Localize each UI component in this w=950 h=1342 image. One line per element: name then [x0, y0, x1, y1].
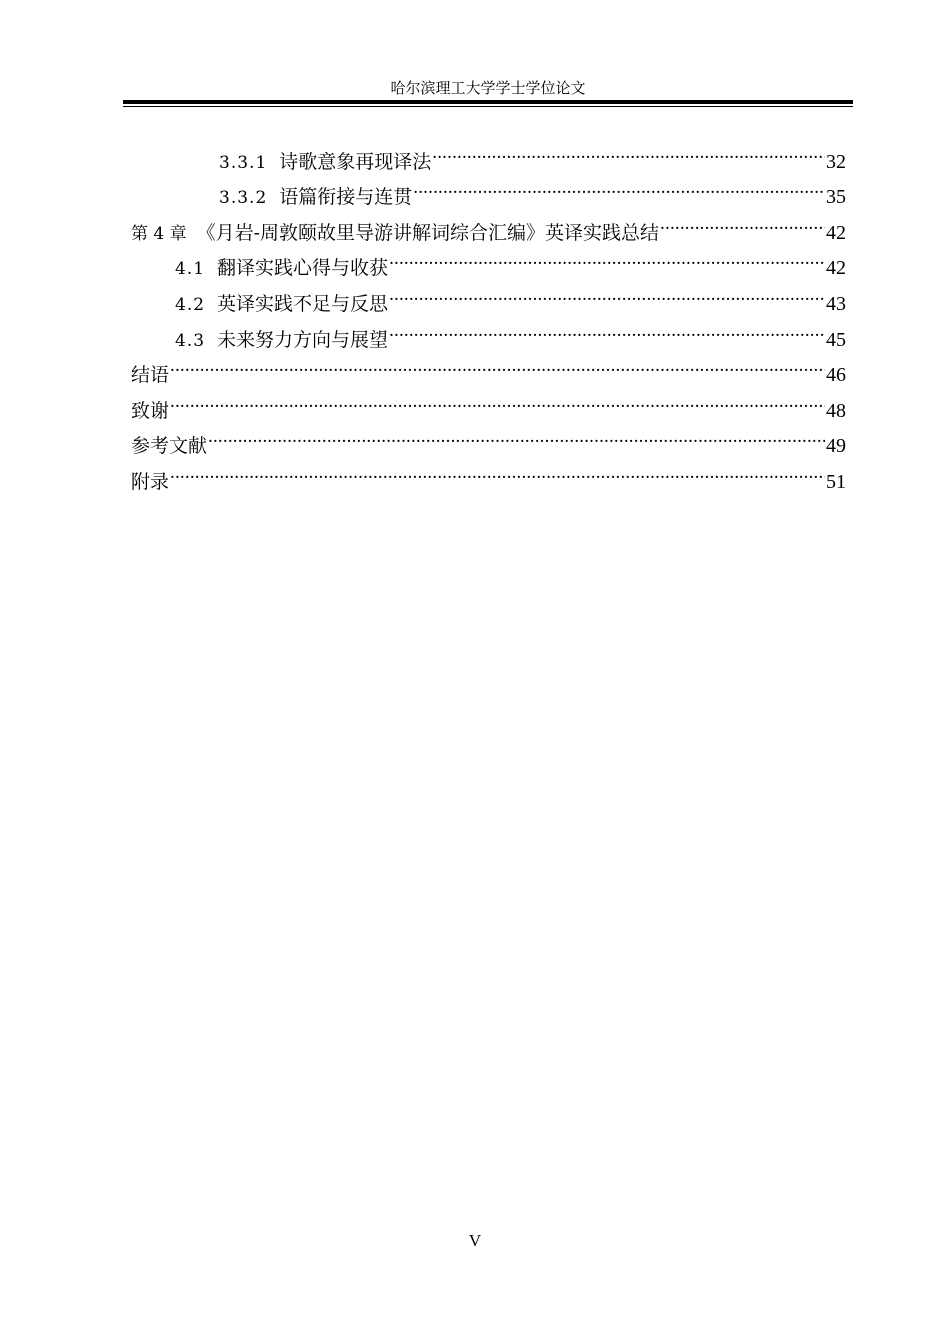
running-header: 哈尔滨理工大学学士学位论文 — [390, 79, 586, 97]
dot-leader — [413, 168, 825, 204]
toc-entry-title: 参考文献 — [131, 435, 208, 458]
toc-entry-references[interactable] — [131, 417, 846, 458]
toc-entry-acknowledgements[interactable] — [131, 381, 846, 422]
toc-entry-page: 48 — [826, 399, 846, 422]
dot-leader — [389, 239, 825, 275]
toc-entry-page: 42 — [826, 221, 846, 244]
toc-entry-page: 35 — [826, 186, 846, 209]
header-rule-thick — [123, 100, 853, 104]
header-rule-thin — [123, 106, 853, 107]
toc-entry-number: 第 4 章 — [131, 223, 187, 244]
toc-entry-3-3-1[interactable] — [131, 132, 846, 173]
toc-entry-title: 未来努力方向与展望 — [217, 328, 389, 351]
toc-entry-title: 致谢 — [131, 399, 170, 422]
toc-entry-page: 51 — [826, 470, 846, 493]
toc-entry-appendix[interactable] — [131, 452, 846, 493]
toc-entry-page: 45 — [826, 328, 846, 351]
dot-leader — [432, 132, 825, 168]
dot-leader — [208, 417, 825, 453]
toc-entry-page: 46 — [826, 364, 846, 387]
dot-leader — [170, 346, 825, 382]
toc-entry-number: 4.3 — [175, 330, 206, 351]
dot-leader — [389, 310, 825, 346]
toc-entry-number: 4.2 — [175, 294, 206, 315]
toc-entry-title: 英译实践不足与反思 — [217, 292, 389, 315]
dot-leader — [389, 274, 825, 310]
toc-entry-title: 翻译实践心得与收获 — [217, 257, 389, 280]
toc-entry-title: 结语 — [131, 364, 170, 387]
toc-entry-page: 42 — [826, 257, 846, 280]
toc-entry-title: 附录 — [131, 470, 170, 493]
toc-entry-number: 3.3.1 — [219, 152, 268, 173]
dot-leader — [660, 203, 825, 239]
page-number: V — [468, 1231, 482, 1250]
toc-entry-title: 诗歌意象再现译法 — [279, 150, 432, 173]
toc-entry-conclusion[interactable] — [131, 346, 846, 387]
toc-entry-page: 49 — [826, 435, 846, 458]
toc-entry-number: 4.1 — [175, 259, 206, 280]
toc-entry-title: 《月岩-周敦颐故里导游讲解词综合汇编》英译实践总结 — [196, 221, 660, 244]
toc-entry-page: 32 — [826, 150, 846, 173]
dot-leader — [170, 452, 825, 488]
toc-entry-page: 43 — [826, 292, 846, 315]
toc-entry-title: 语篇衔接与连贯 — [279, 186, 413, 209]
table-of-contents — [131, 132, 846, 493]
toc-entry-number: 3.3.2 — [219, 188, 268, 209]
dot-leader — [170, 381, 825, 417]
